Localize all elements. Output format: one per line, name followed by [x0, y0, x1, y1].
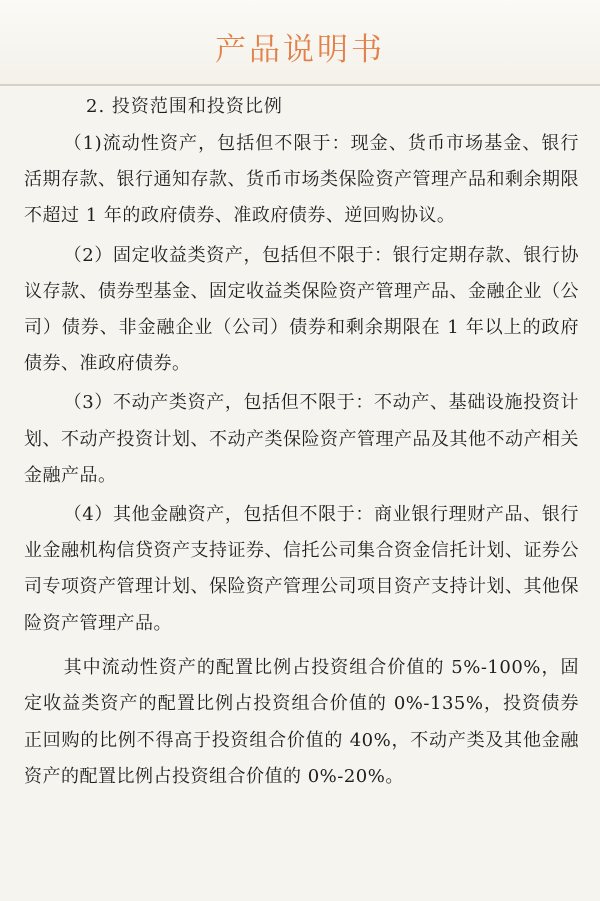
- document-body: [24, 92, 579, 795]
- header-divider: [0, 84, 600, 86]
- paragraph-liquid-assets: （1)流动性资产，包括但不限于：现金、货币市场基金、银行活期存款、银行通知存款、货币市场类保险资产管理产品和剩余期限不超过 1 年的政府债券、准政府债券、逆回购协议。: [24, 133, 579, 227]
- paragraph-fixed-income-assets: （2）固定收益类资产，包括但不限于：银行定期存款、银行协议存款、债券型基金、固定收益类保险资产管理产品、金融企业（公司）债券、非金融企业（公司）债券和剩余期限在 1 年以上的政府债券、准政府债券。: [24, 244, 579, 375]
- section-heading: 2. 投资范围和投资比例: [86, 96, 283, 117]
- paragraph-other-financial-assets: （4）其他金融资产，包括但不限于：商业银行理财产品、银行业金融机构信贷资产支持证券、信托公司集合资金信托计划、证券公司专项资产管理计划、保险资产管理公司项目资产支持计划、其他保险资产管理产品。: [24, 504, 579, 634]
- paragraph-allocation-ratios: 其中流动性资产的配置比例占投资组合价值的 5%-100%，固定收益类资产的配置比例占投资组合价值的 0%-135%，投资债券正回购的比例不得高于投资组合价值的 40%，不动产类及其他金融资产的配置比例占投资组合价值的 0%-20%。: [24, 656, 579, 788]
- document-header: [0, 0, 600, 86]
- paragraph-real-estate-assets: （3）不动产类资产，包括但不限于：不动产、基础设施投资计划、不动产投资计划、不动产类保险资产管理产品及其他不动产相关金融产品。: [24, 392, 579, 486]
- document-title: 产品说明书: [215, 32, 385, 68]
